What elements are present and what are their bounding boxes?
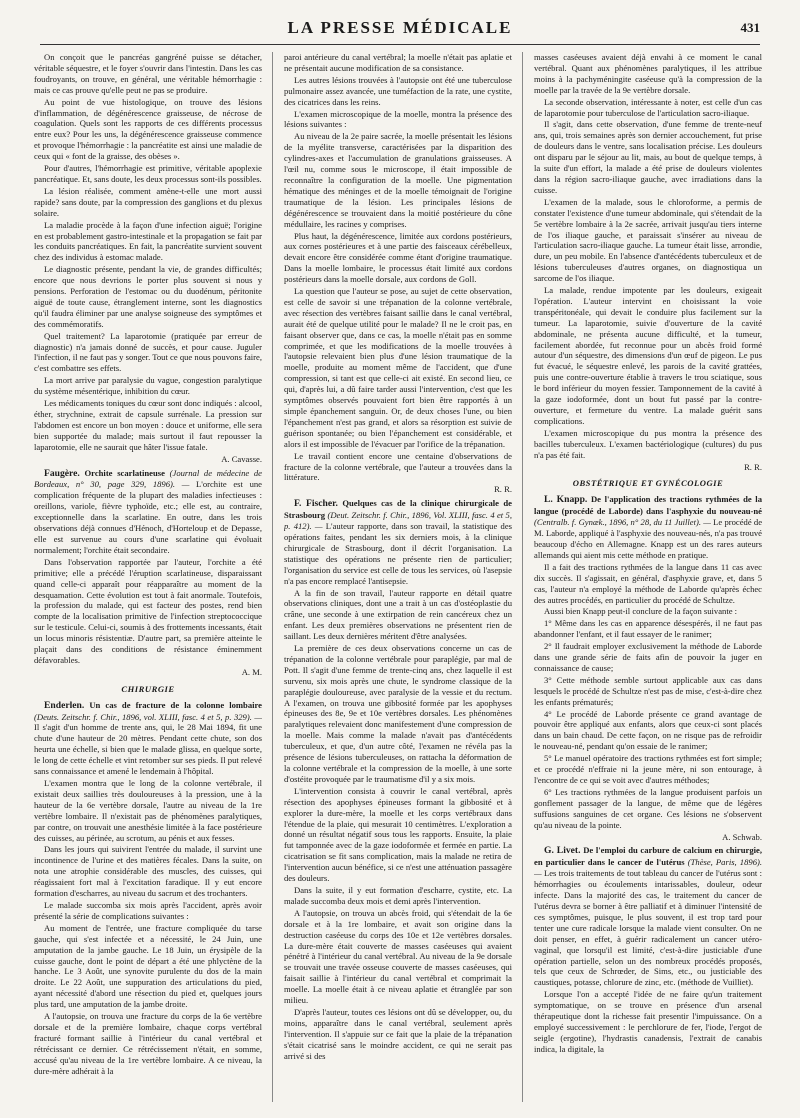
paragraph: On conçoit que le pancréas gangréné puisse se détacher, véritable séquestre, et le foyer s'ouvrir dans l'intestin. Dans les cas foudroyants, on trouve, en général, une véritable hémorrhagie : mais ce cas prouve qu'elle peut ne pas se produire.	[34, 52, 262, 95]
paragraph: 5° Le manuel opératoire des tractions rythmées est fort simple; et ce procédé n'effraie ni la jeune mère, ni son entourage, à l'encontre de ce qui se voit avec d'autres méthodes;	[534, 753, 762, 785]
paragraph: 6° Les tractions rythmées de la langue produisent parfois un gonflement passager de la langue, de même que de légères suffusions sanguines de cet organe. Ces lésions ne s'observent qu'au niveau de la pointe.	[534, 786, 762, 830]
paragraph: Plus haut, la dégénérescence, limitée aux cordons postérieurs, aux cornes postérieures et à une partie des faisceaux cérébelleux, devait encore être considérée comme étant d'origine traumatique. Dans la moelle lombaire, le processus était limité aux cordons postérieurs dans la moelle dorsale, aux cordons de Goll.	[284, 230, 512, 285]
paragraph: Il s'agit, dans cette observation, d'une femme de trente-neuf ans, qui, trois semaines après son dernier accouchement, fut prise de douleurs dans le ventre, sans localisation précise. Les douleurs ont disparu par le séjour au lit, mais, au bout de quelque temps, à la suite d'un effort, la malade a été prise de douleurs violentes dans la région sacro-iliaque gauche, avec irradiations dans la cuisse.	[534, 119, 762, 195]
paragraph: Lorsque l'on a accepté l'idée de ne faire qu'un traitement symptomatique, on se trouve en présence d'un arsenal thérapeutique dont la richesse fait presentir l'impuissance. On a employé successivement : le perchlorure de fer, l'iode, l'ergot de seigle (ergotine), l'hydrastis canadensis, l'extrait de canabis indica, la digitale, la	[534, 989, 762, 1054]
paragraph: La seconde observation, intéressante à noter, est celle d'un cas de laparotomie pour tuberculose de l'articulation sacro-iliaque.	[534, 96, 762, 118]
article-title: De l'emploi du carbure de calcium en chirurgie, en particulier dans le cancer de l'utérus	[534, 845, 762, 868]
signature: R. R.	[494, 484, 512, 495]
paragraph: D'après l'auteur, toutes ces lésions ont dû se développer, ou, du moins, apparaître dans le canal vertébral, seulement après l'intervention. Il s'appuie sur ce fait que la plaie de la trépanation s'était cicatrisé sans le moindre accident, ce qui ne serait pas arrivé si des	[284, 1006, 512, 1061]
column-divider	[522, 52, 523, 1102]
signature: A. M.	[241, 666, 262, 677]
article-reference: (Deuts. Zeitschr. f. Chir., 1896, vol. XLIII, fasc. 4 et 5, p. 329). —	[34, 711, 262, 722]
section-heading: CHIRURGIE	[121, 683, 175, 694]
paragraph: La première de ces deux observations concerne un cas de trépanation de la colonne vertébrale pour paraplégie, par mal de Pott. Il s'agit d'une femme de trente-cinq ans, chez laquelle il est survenu, six mois après une chute, le syndrome classique de la paraplégie douloureuse, avec paralysie de la vessie et du rectum. A l'examen, on trouva une gibbosité formée par les apophyses épineuses des 8e, 9e et 10e vertèbres dorsales. Les phénomènes paralytiques relevaient donc manifestement d'une compression de la moelle. Mais comme la malade n'avait pas d'antécédents tuberculeux, et que, d'un autre côté, l'examen ne révéla pas la présence de lésions tuberculeuses, on rattacha la déformation de la colonne vertébrale et la compression de la moelle, à une sorte d'ostéite provoquée par le traumatisme d'il y a six mois.	[284, 643, 512, 784]
article-text: Les trois traitements de tout tableau du cancer de l'utérus sont : hémorrhagies ou écoulements intarissables, douleur, odeur infecte. Dans la majorité des cas, le traitement du cancer de l'utérus devra se borner à être palliatif et à diminuer l'intensité de ces symptômes, puisque, le plus souvent, il est trop tard pour tenter une cure radicale lorsque la malade vient consulter. On ne doit penser, en effet, à guérir radicalement un cancer utéro-vaginal, que lorsqu'il est limité, c'est-à-dire justiciable d'une opération partielle, selon un des nombreux procédés proposés, tels que ceux de Schrœder, de Sims, etc., ou justiciable des caustiques, potasse, chlorure de zinc, etc. (méthode de Vuilliet).	[534, 868, 762, 988]
paragraph: L'examen microscopique du pus montra la présence des bacilles tuberculeux. L'examen bactériologique (cultures) du pus n'a pas été fait.	[534, 427, 762, 460]
page-header	[0, 18, 800, 42]
paragraph: masses caséeuses avaient déjà envahi à ce moment le canal vertébral. Quant aux phénomènes paralytiques, il les attribue moins à la pachyméningite caséeuse qu'à la compression de la moelle par la travée de la 9e vertèbre dorsale.	[534, 52, 762, 95]
article-author: G. Livet.	[544, 845, 581, 857]
article-entry	[534, 494, 762, 560]
paragraph: Le diagnostic présente, pendant la vie, de grandes difficultés; encore que nous devrions le porter plus souvent si nous y pensions. Perforation de l'estomac ou du duodénum, péritonite aiguë de toute cause, étranglement interne, sont les diagnostics qu'il faudra éliminer par une analyse soigneuse des symptômes et des commémoratifs.	[34, 264, 262, 329]
signature: R. R.	[744, 461, 762, 472]
paragraph: Quel traitement? La laparotomie (pratiquée par erreur de diagnostic) n'a jamais donné de succès, et pour cause. Juguler l'infection, il ne faut pas y songer. Tout ce que nous pouvons faire, c'est combattre ses effets.	[34, 330, 262, 374]
article-text: L'orchite est une complication fréquente de la plupart des maladies infectieuses : oreillons, variole, fièvre typhoïde, etc.; elle est, au contraire, exceptionnelle dans la scarlatine. En outre, dans les trois observations déjà connues d'Hénoch, d'Horteloup et de Depasse, elle est survenue au cours d'une scarlatine qui évoluait normalement; l'orchite était secondaire.	[34, 479, 262, 555]
paragraph: paroi antérieure du canal vertébral; la moelle n'était pas aplatie et ne présentait aucune modification de sa consistance.	[284, 52, 512, 73]
column-2	[284, 52, 512, 1107]
paragraph: Dans la suite, il y eut formation d'escharre, cystite, etc. La malade succomba deux mois et demi après l'intervention.	[284, 884, 512, 906]
paragraph: Pour d'autres, l'hémorrhagie est primitive, véritable apoplexie pancréatique. Et, sans doute, les deux processus sont-ils possibles.	[34, 163, 262, 184]
section-heading: OBSTÉTRIQUE ET GYNÉCOLOGIE	[572, 478, 724, 489]
journal-title: LA PRESSE MÉDICALE	[287, 18, 513, 37]
article-reference: (Thèse, Paris, 1896). —	[534, 857, 762, 879]
paragraph: Dans l'observation rapportée par l'auteur, l'orchite a été primitive; elle a précédé l'éruption scarlatineuse, disparaissant quand celle-ci apparaît pour réapparaître au moment de la desquamation. Cette évolution est tout à fait anormale. Toutefois, la profession du malade, qui est facteur des postes, rend bien compte de la localisation primitive de l'infection streptococcique sur le testicule. Celui-ci, soumis à des frottements incessants, était un locus minoris résistentiæ. D'autre part, sa première atteinte le plaçait dans des conditions de résistance éminemment défavorables.	[34, 556, 262, 665]
page-number: 431	[740, 20, 760, 35]
article-entry	[284, 498, 512, 586]
paragraph: Il a fait des tractions rythmées de la langue dans 11 cas avec dix succès. Il s'agissait, en général, d'asphyxie grave, et, dans 5 cas, l'auteur n'a employé la méthode de Laborde qu'après échec des autres procédés, en particulier du procédé de Schultze.	[534, 561, 762, 605]
signature: A. Schwab.	[722, 831, 762, 842]
paragraph: A la fin de son travail, l'auteur rapporte en détail quatre observations cliniques, dont une a trait à un cas d'ostéoplastie du crâne, une seconde à une extirpation de rein cancéreux chez un enfant. Les deux premières observations ne présentent rien de saillant. Les deux dernières méritent d'être analysées.	[284, 587, 512, 642]
paragraph: L'examen microscopique de la moelle, montra la présence des lésions suivantes :	[284, 108, 512, 130]
article-text: L'auteur rapporte, dans son travail, la statistique des opérations faites, pendant les six derniers mois, à la clinique chirurgicale de Strasbourg, dont il décrit l'organisation. La statistique des opérations ne présente rien de particulier; l'organisation du service est celle de tous les services, où l'asepsie n'a pas encore remplacé l'antisepsie.	[284, 521, 512, 586]
paragraph: La maladie procède à la façon d'une infection aiguë; l'origine en est probablement gastro-intestinale et la propagation se fait par les conduits pancréatiques. En fait, la pancréatite survient souvent chez des individus à estomac malade.	[34, 219, 262, 263]
article-author: Enderlen.	[44, 699, 85, 711]
paragraph: A l'autopsie, on trouva une fracture du corps de la 6e vertèbre dorsale et de la première lombaire, chaque corps vertébral fracturé formant saillie à l'intérieur du canal vertébral et rétrécissant ce dernier. Ce rétrécissement n'était, en somme, accusé qu'au niveau de la 1re vertèbre lombaire. A ce niveau, la dure-mère adhérait à la	[34, 1011, 262, 1076]
paragraph: La mort arrive par paralysie du vague, congestion paralytique du système mésentérique, inhibition du cœur.	[34, 375, 262, 397]
column-3	[534, 52, 762, 1107]
paragraph: Au point de vue histologique, on trouve des lésions d'inflammation, de dégénérescence graisseuse, de nécrose de coagulation. Quels sont les rapports de ces différents processus entre eux? Pour les uns, la dégénérescence graisseuse commence et provoque l'hémorrhagie : la pancréatite est ainsi une maladie de ceux qui « font de la graisse, des obèses ».	[34, 96, 262, 162]
article-author: L. Knapp.	[544, 494, 588, 506]
paragraph: La malade, rendue impotente par les douleurs, exigeait l'opération. L'auteur intervint en choisissant la voie transpéritonéale, qui devait le conduire plus facilement sur la tumeur. La laparotomie, suivie d'ouverture de la cavité abdominale, ne présenta aucune difficulté, et la tumeur, facilement abordée, fut reconnue pour un abcès froid formé autour d'un séquestre, des dimensions d'un œuf de pigeon. Le pus fut évacué, le séquestre enlevé, les parois de la cavité grattées, puis une contre-ouverture établie à travers le trou sciatique, sous le bord inférieur du moyen fessier. Tamponnement de la cavité à la gaze iodoformée, dont un bout fut passé par la contre-ouverture, et fermeture du ventre. La malade guérit sans complications.	[534, 285, 762, 426]
paragraph: Les médicaments toniques du cœur sont donc indiqués : alcool, éther, strychnine, extrait de capsule surrénale. La pression sur l'abdomen est encore un bon moyen : douce et uniforme, elle sera bien supportée du malade; mais surtout il faut repousser la laparotomie, elle ne saurait que hâter l'issue fatale.	[34, 398, 262, 452]
paragraph: Dans les jours qui suivirent l'entrée du malade, il survint une incontinence de l'urine et des matières fécales. Dans la suite, on nota une atrophie considérable des muscles, des cuisses, qui réagissaient fort mal à l'excitation faradique. Il y eut encore formation d'escharres, au niveau du sacrum et des trochanters.	[34, 844, 262, 899]
article-reference: (Journal de médecine de Bordeaux, n° 30, page 329, 1896). —	[34, 467, 262, 490]
signature: A. Cavasse.	[221, 453, 262, 464]
paragraph: L'examen montra que le long de la colonne vertébrale, il existait deux saillies très douloureuses à la pression, une à la hauteur de la 6e vertèbre dorsale, l'autre au niveau de la 1re vertèbre lombaire. Il n'existait pas de phénomènes paralytiques, par contre, on trouvait une anesthésie limitée à la face postérieure des cuisses, au périnée, au scrotum, au pénis et aux fesses.	[34, 778, 262, 843]
paragraph: La question que l'auteur se pose, au sujet de cette observation, est celle de savoir si une trépanation de la colonne vertébrale, avec résection des vertèbres faisant saillie dans le canal vertébral, aurait été de quelque utilité pour le malade? Il ne le croit pas, en faisant observer que, dans ce cas, la moelle n'était pas en somme comprimée, et que les modifications de la moelle trouvées à l'autopsie relevaient bien plus d'une lésion traumatique de la moelle, produite au moment même de l'accident, que d'une compression, si tant est que celle-ci ait existé. En second lieu, ce qui, d'après lui, a dû faire tarder aussi l'intervention, c'est que les symptômes observés pouvaient fort bien être rapportés à un simple épanchement sanguin. Or, de deux choses l'une, ou bien l'épanchement n'est pas grand, et alors sa résorption est suivie de guérison spontanée; ou bien l'épanchement est considérable, et alors il est impossible de l'évacuer par l'orifice de la trépanation.	[284, 286, 512, 449]
article-title: Un cas de fracture de la colonne lombaire	[89, 699, 262, 710]
paragraph: L'examen de la malade, sous le chloroforme, a permis de constater l'existence d'une tumeur abdominale, qui s'étendait de la 5e vertèbre lombaire à la 2e sacrée, arrivait jusqu'au tiers interne de l'os iliaque gauche, et paraissait s'insérer au niveau de l'articulation sacro-iliaque gauche. La tumeur était lisse, arrondie, dure, un peu mobile. En l'absence d'antécédents tuberculeux et de lésions tuberculeuses d'autres organes, on diagnostiqua un sarcome de l'os iliaque.	[534, 196, 762, 284]
article-author: Faugère.	[44, 467, 80, 479]
article-text: Le procédé de M. Laborde, appliqué à l'asphyxie des nouveau-nés, n'a pas trouvé beaucoup d'écho en Allemagne. Knapp est un des rares auteurs allemands qui aient mis cette méthode en pratique.	[534, 517, 762, 560]
paragraph: L'intervention consista à couvrir le canal vertébral, après résection des apophyses épineuses formant la gibbosité et à explorer la dure-mère, la moelle et les corps vertébraux dans l'étendue de la plaie, qui mesurait 10 centimètres. L'exploration a donné un résultat négatif sous tous les rapports. Ensuite, la plaie fut tamponnée avec de la gaze iodoformée et fermée en partie. La cicatrisation se fit sans complication, mais la malade ne retira de l'intervention aucun bénéfice, si ce n'est une atténuation passagère des douleurs.	[284, 785, 512, 884]
column-divider	[272, 52, 273, 1102]
article-entry	[534, 845, 762, 988]
paragraph: 4° Le procédé de Laborde présente ce grand avantage de pouvoir être appliqué aux enfants, alors que ceux-ci sont placés dans un bain chaud. De cette façon, on ne risque pas de refroidir le nouveau-né, pendant qu'on essaie de le ranimer;	[534, 708, 762, 752]
article-title: De l'application des tractions rythmées de la langue (procédé de Laborde) dans l'asphyxie du nouveau-né	[534, 494, 762, 517]
paragraph: Le travail contient encore une centaine d'observations de fracture de la colonne vertébrale, que l'auteur a trouvées dans la littérature.	[284, 450, 512, 483]
paragraph: 1° Même dans les cas en apparence désespérés, il ne faut pas abandonner l'enfant, et il faut essayer de le ranimer;	[534, 618, 762, 640]
paragraph: Le malade succomba six mois après l'accident, après avoir présenté la série de complications suivantes :	[34, 899, 262, 921]
paragraph: Aussi bien Knapp peut-il conclure de la façon suivante :	[544, 606, 738, 617]
article-title: Quelques cas de la clinique chirurgicale de Strasbourg	[284, 498, 512, 521]
paragraph: Au niveau de la 2e paire sacrée, la moelle présentait les lésions de la myélite transverse, caractérisées par la disparition des cylindres-axes et l'accumulation de granulations graisseuses. A l'œil nu, comme sous le microscope, il était impossible de reconnaître la configuration de la moelle. Une pigmentation hématique des méninges et de la moelle témoignait de l'origine traumatique de la lésion. Les principales lésions de dégénérescence se trouvaient dans la moitié postérieure du cône médullaire, les racines y comprises.	[284, 131, 512, 229]
article-reference: (Deut. Zeitschr. f. Chir., 1896, Vol. XLIII, fasc. 4 et 5, p. 412). —	[284, 510, 512, 532]
paragraph: 3° Cette méthode semble surtout applicable aux cas dans lesquels le procédé de Schultze n'est pas de mise, c'est-à-dire chez les enfants prématurés;	[534, 674, 762, 707]
article-reference: (Centralb. f. Gynæk., 1896, n° 28, du 11 Juillet). —	[534, 517, 711, 528]
paragraph: La lésion réalisée, comment amène-t-elle une mort aussi rapide? sans doute, par la compression des ganglions et du plexus solaire.	[34, 185, 262, 218]
paragraph: A l'autopsie, on trouva un abcès froid, qui s'étendait de la 6e dorsale et à la 1re lombaire, et avait son origine dans la destruction caséeuse du corps des 10e et 12e vertèbres dorsales. La dure-mère était couverte de masses caséeuses qui avaient pénétré à l'intérieur du canal vertébral. Au niveau de la 9e dorsale se trouvait une travée osseuse couverte de masses caséeuses, qui faisait saillie à l'intérieur du canal vertébral et comprimait la moelle. La moelle était à ce niveau aplatie et étranglée par son milieu.	[284, 907, 512, 1006]
article-entry	[34, 468, 262, 556]
article-text: Il s'agit d'un homme de trente ans, qui, le 28 Mai 1894, fit une chute d'une hauteur de 20 mètres. Pendant cette chute, son dos heurta une échelle, si bien que le malade glissa, en quelque sorte, le long de cette échelle et vint retomber sur ses pieds. Il put relevé sans connaissance et amené le lendemain à l'hôpital.	[34, 722, 262, 777]
header-rule	[40, 44, 760, 45]
paragraph: 2° Il faudrait employer exclusivement la méthode de Laborde dans une grande série de faits afin de pouvoir la juger en connaissance de cause;	[534, 641, 762, 673]
article-author: F. Fischer.	[294, 498, 338, 510]
column-1	[34, 52, 262, 1107]
article-title: Orchite scarlatineuse	[84, 467, 165, 478]
paragraph: Les autres lésions trouvées à l'autopsie ont été une tuberculose pulmonaire assez avancée, une tuméfaction de la rate, une cystite, des cicatrices dans les reins.	[284, 74, 512, 107]
article-entry	[34, 700, 262, 777]
paragraph: Au moment de l'entrée, une fracture compliquée du tarse gauche, qui s'est infectée et a nécessité, le 24 Juin, une amputation de la jambe gauche. Le 18 Juin, un érysipèle de la cuisse gauche, dont le point de départ a été une phlyctène de la hanche. Le 3 Août, une synovite purulente du dos de la main droite. Le 22 Août, une suppuration des articulations du pied, ayant nécessité d'abord une résection du pied et, quelques jours plus tard, une amputation de la jambe droite.	[34, 922, 262, 1010]
